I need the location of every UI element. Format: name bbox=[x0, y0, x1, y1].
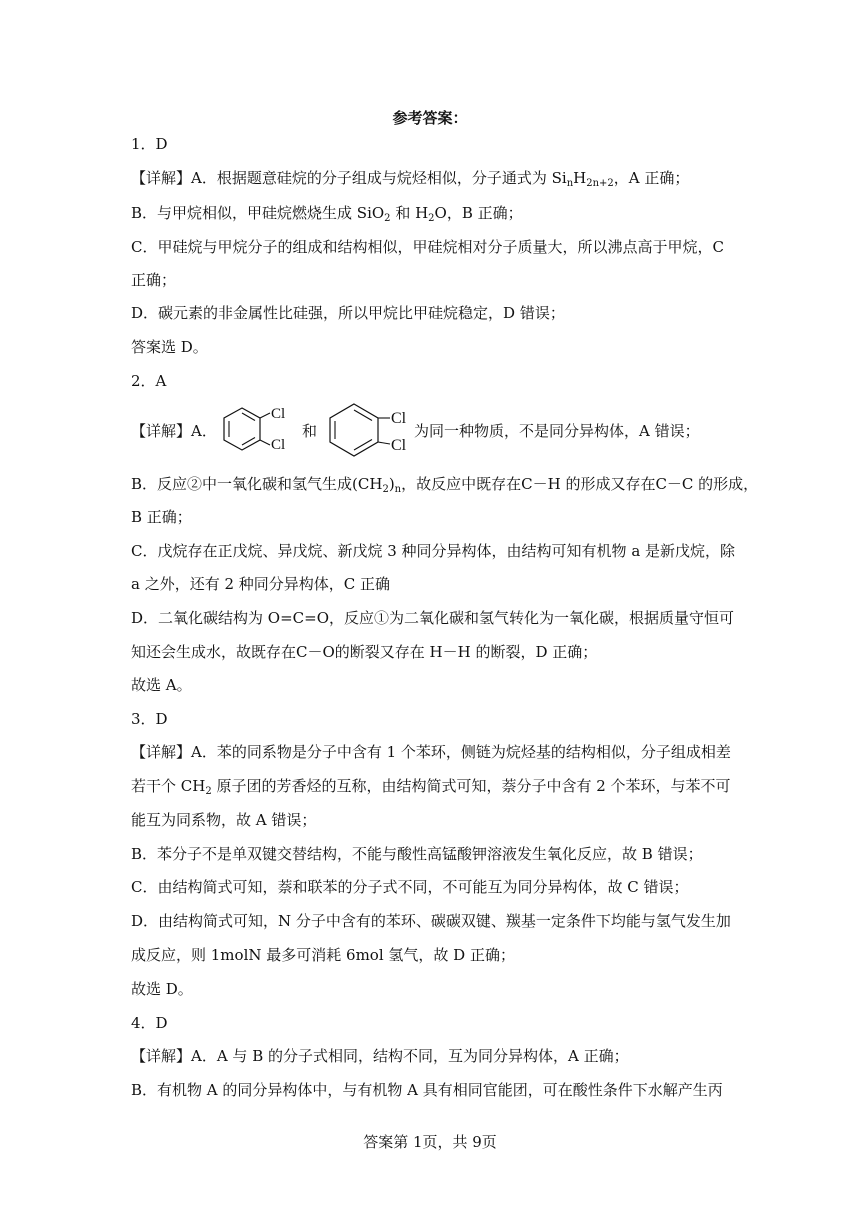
q2-detail-c2: a 之外，还有 2 种同分异构体，C 正确 bbox=[131, 575, 391, 593]
cl-label-2b: Cl bbox=[391, 437, 407, 454]
q2-and: 和 bbox=[302, 422, 318, 440]
q1-tail-b: O，B 正确； bbox=[434, 204, 523, 222]
q3-detail-c: C．由结构简式可知，萘和联苯的分子式不同，不可能互为同分异构体，故 C 错误； bbox=[131, 878, 689, 896]
dichlorobenzene-structure-1 bbox=[214, 402, 304, 460]
q2-detail-c: C．戊烷存在正戊烷、异戊烷、新戊烷 3 种同分异构体，由结构可知有机物 a 是新戊烷，除 bbox=[131, 542, 736, 560]
q1-detail-c: C．甲硅烷与甲烷分子的组成和结构相似，甲硅烷相对分子质量大，所以沸点高于甲烷，C bbox=[131, 238, 724, 256]
q2-b-end: ，故反应中既存在C－H 的形成又存在C－C 的形成， bbox=[401, 475, 759, 493]
q1-sub-h2o: 2 bbox=[428, 213, 435, 224]
q1-detail-d: D．碳元素的非金属性比硅强，所以甲烷比甲硅烷稳定，D 错误； bbox=[131, 304, 565, 322]
q4-detail-b: B．有机物 A 的同分异构体中，与有机物 A 具有相同官能团，可在酸性条件下水解产生丙 bbox=[131, 1081, 723, 1099]
q3-a2-text: 若干个 CH bbox=[131, 777, 206, 795]
q3-answer: 3．D bbox=[131, 710, 168, 728]
q1-mid-b: 和 H bbox=[390, 204, 429, 222]
q4-answer: 4．D bbox=[131, 1014, 168, 1032]
q1-tail-a: ，A 正确； bbox=[613, 169, 690, 187]
q2-detail-d2: 知还会生成水，故既存在C－O的断裂又存在 H－H 的断裂，D 正确； bbox=[131, 643, 598, 661]
page-title: 参考答案： bbox=[392, 109, 468, 127]
q3-detail-b: B．苯分子不是单双键交替结构，不能与酸性高锰酸钾溶液发生氧化反应，故 B 错误； bbox=[131, 845, 703, 863]
q1-detail-c2: 正确； bbox=[131, 271, 177, 289]
q2-b-close: ) bbox=[388, 475, 395, 493]
q1-conclusion: 答案选 D。 bbox=[131, 338, 208, 356]
q3-detail-a2 bbox=[131, 776, 731, 802]
q2-detail-d: D．二氧化碳结构为 O=C=O，反应①为二氧化碳和氢气转化为一氧化碳，根据质量守恒可 bbox=[131, 609, 735, 627]
q1-h: H bbox=[573, 169, 587, 187]
q2-detail-suffix: 为同一种物质，不是同分异构体，A 错误； bbox=[414, 422, 700, 440]
q3-detail-a: 【详解】A．苯的同系物是分子中含有 1 个苯环，侧链为烷烃基的结构相似，分子组成相差 bbox=[131, 743, 731, 761]
q1-sub-n: n bbox=[566, 178, 574, 189]
q3-conclusion: 故选 D。 bbox=[131, 980, 193, 998]
q2-detail-b2: B 正确； bbox=[131, 508, 192, 526]
q3-a2-tail: 原子团的芳香烃的互称，由结构简式可知，萘分子中含有 2 个苯环，与苯不可 bbox=[211, 777, 731, 795]
q3-detail-d2: 成反应，则 1molN 最多可消耗 6mol 氢气，故 D 正确； bbox=[131, 946, 515, 964]
cl-label-1b: Cl bbox=[271, 437, 286, 453]
q1-sub-sio2: 2 bbox=[384, 213, 391, 224]
q2-detail-prefix: 【详解】A． bbox=[131, 422, 217, 440]
q1-line-a-text: 【详解】A．根据题意硅烷的分子组成与烷烃相似，分子通式为 Si bbox=[131, 169, 567, 187]
cl-label-2a: Cl bbox=[391, 410, 407, 427]
q2-b-sub-n: n bbox=[394, 484, 402, 495]
page-footer: 答案第 1页，共 9页 bbox=[363, 1133, 497, 1151]
q3-detail-d: D．由结构简式可知，N 分子中含有的苯环、碳碳双键、羰基一定条件下均能与氢气发生加 bbox=[131, 912, 731, 930]
q2-detail-b bbox=[131, 474, 759, 500]
q4-detail-a: 【详解】A．A 与 B 的分子式相同，结构不同，互为同分异构体，A 正确； bbox=[131, 1047, 629, 1065]
q2-answer: 2．A bbox=[131, 372, 167, 390]
q1-detail-b bbox=[131, 203, 731, 229]
q1-detail-a bbox=[131, 168, 731, 194]
q2-b-text: B．反应②中一氧化碳和氢气生成(CH bbox=[131, 475, 383, 493]
q1-sub-2n2: 2n+2 bbox=[586, 178, 614, 189]
q1-answer: 1．D bbox=[131, 135, 168, 153]
dichlorobenzene-structure-2 bbox=[320, 398, 416, 462]
benzene-ring-2 bbox=[330, 404, 378, 456]
q1-line-b-text: B．与甲烷相似，甲硅烷燃烧生成 SiO bbox=[131, 204, 385, 222]
q2-b-sub: 2 bbox=[382, 484, 389, 495]
q3-ch2-sub: 2 bbox=[205, 786, 212, 797]
q2-conclusion: 故选 A。 bbox=[131, 676, 192, 694]
cl-label-1a: Cl bbox=[271, 406, 286, 422]
q3-detail-a3: 能互为同系物，故 A 错误； bbox=[131, 811, 317, 829]
